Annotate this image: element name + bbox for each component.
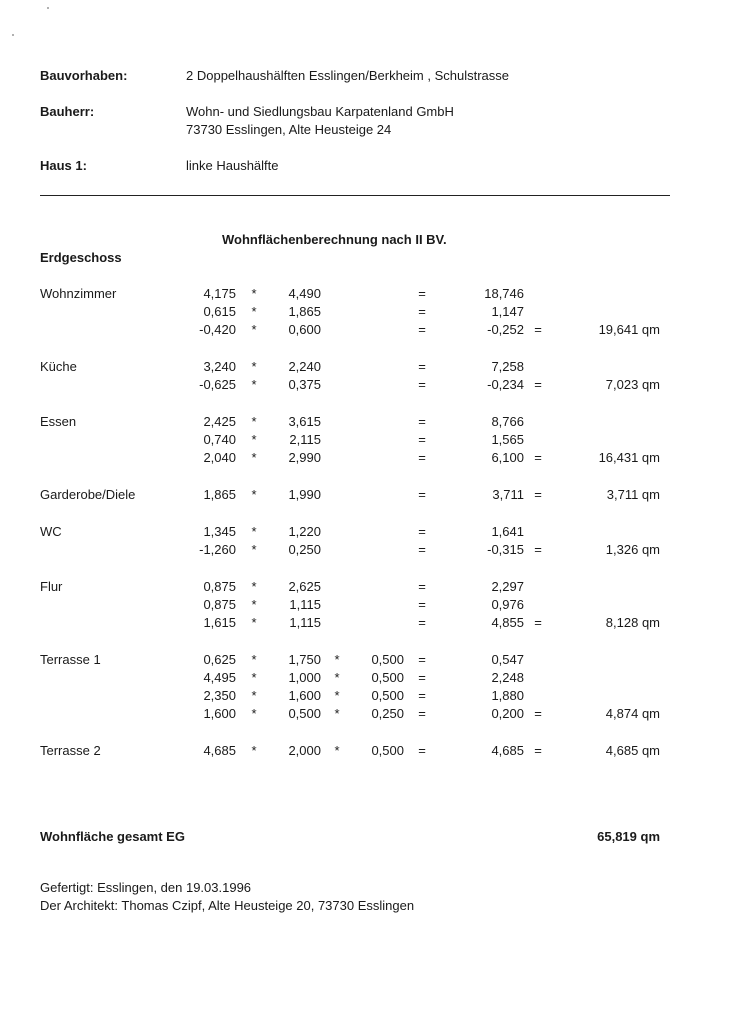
length-value: 0,740 [203, 432, 236, 448]
project-value: 2 Doppelhaushälften Esslingen/Berkheim , Schulstrasse [186, 68, 510, 83]
multiply-sign: * [251, 450, 257, 466]
width-value: 0,375 [288, 377, 321, 393]
equals-sign: = [418, 706, 426, 722]
multiply-sign: * [251, 377, 257, 393]
area-result: 2,248 [491, 670, 524, 685]
width-value: 1,115 [289, 615, 321, 631]
width-value: 2,000 [288, 743, 321, 759]
width-value: 1,600 [288, 688, 321, 704]
room-name: WC [40, 523, 62, 539]
width-value: 0,500 [288, 706, 321, 722]
area-result: 0,976 [491, 596, 524, 612]
total-area-label: Wohnfläche gesamt EG [40, 829, 185, 844]
equals-sign: = [418, 359, 426, 375]
room-total: 19,641 qm [598, 322, 660, 338]
equals-sign: = [418, 304, 426, 320]
area-result: -0,252 [487, 322, 524, 338]
equals-sign: = [418, 377, 426, 393]
floor-heading: Erdgeschoss [40, 250, 122, 265]
scan-speck [47, 7, 49, 9]
room-name: Flur [40, 578, 63, 594]
length-value: 1,865 [203, 487, 236, 503]
length-value: 2,040 [203, 450, 236, 466]
width-value: 4,490 [288, 286, 321, 301]
width-value: 1,990 [288, 487, 321, 503]
scan-speck [12, 34, 14, 36]
equals-sign: = [418, 743, 426, 759]
equals-sign: = [418, 432, 426, 448]
area-result: 18,746 [484, 286, 524, 301]
multiply-sign: * [334, 743, 340, 759]
house-label: Haus 1: [40, 158, 87, 173]
owner-address: 73730 Esslingen, Alte Heusteige 24 [186, 122, 392, 137]
equals-sign: = [418, 322, 426, 338]
equals-sign: = [418, 414, 426, 429]
room-name: Küche [40, 359, 77, 375]
area-result: 4,855 [491, 615, 524, 631]
length-value: 4,495 [203, 670, 236, 685]
width-value: 3,615 [288, 414, 321, 429]
equals-sign: = [418, 523, 426, 539]
area-result: 3,711 [492, 487, 524, 503]
factor-value: 0,250 [371, 706, 404, 722]
equals-sign: = [534, 487, 542, 503]
length-value: 4,685 [203, 743, 236, 759]
house-value: linke Haushälfte [186, 158, 279, 173]
width-value: 2,115 [289, 432, 321, 448]
multiply-sign: * [251, 651, 257, 667]
equals-sign: = [418, 596, 426, 612]
multiply-sign: * [334, 706, 340, 722]
equals-sign: = [534, 322, 542, 338]
multiply-sign: * [251, 688, 257, 704]
prepared-date: Gefertigt: Esslingen, den 19.03.1996 [40, 880, 252, 895]
length-value: -0,625 [199, 377, 236, 393]
area-result: 0,547 [491, 651, 524, 667]
multiply-sign: * [251, 670, 257, 685]
equals-sign: = [534, 450, 542, 466]
width-value: 1,865 [288, 304, 321, 320]
area-result: -0,234 [487, 377, 524, 393]
width-value: 1,115 [289, 596, 321, 612]
width-value: 2,990 [288, 450, 321, 466]
multiply-sign: * [334, 688, 340, 704]
equals-sign: = [418, 487, 426, 503]
width-value: 1,000 [288, 670, 321, 685]
room-total: 1,326 qm [605, 542, 660, 557]
room-name: Garderobe/Diele [40, 487, 136, 503]
area-result: 0,200 [491, 706, 524, 722]
area-result: 1,880 [491, 688, 524, 704]
width-value: 2,240 [288, 359, 321, 375]
multiply-sign: * [334, 651, 340, 667]
area-result: 8,766 [491, 414, 524, 429]
room-name: Terrasse 1 [40, 651, 101, 667]
equals-sign: = [534, 615, 542, 631]
architect-line: Der Architekt: Thomas Czipf, Alte Heusteige 20, 73730 Esslingen [40, 898, 415, 913]
room-name: Terrasse 2 [40, 743, 101, 759]
equals-sign: = [418, 542, 426, 557]
area-result: 1,565 [491, 432, 524, 448]
area-result: 4,685 [491, 743, 524, 759]
equals-sign: = [418, 578, 426, 594]
multiply-sign: * [251, 542, 257, 557]
multiply-sign: * [251, 743, 257, 759]
multiply-sign: * [251, 359, 257, 375]
area-result: 1,147 [491, 304, 524, 320]
multiply-sign: * [251, 596, 257, 612]
equals-sign: = [418, 450, 426, 466]
equals-sign: = [418, 615, 426, 631]
length-value: 2,350 [203, 688, 236, 704]
multiply-sign: * [251, 432, 257, 448]
equals-sign: = [418, 688, 426, 704]
length-value: 3,240 [203, 359, 236, 375]
width-value: 0,250 [288, 542, 321, 557]
multiply-sign: * [334, 670, 340, 685]
area-result: 1,641 [491, 523, 524, 539]
room-total: 3,711 qm [606, 487, 660, 503]
room-total: 4,874 qm [605, 706, 660, 722]
length-value: 0,875 [203, 578, 236, 594]
factor-value: 0,500 [371, 670, 404, 685]
owner-label: Bauherr: [40, 104, 95, 119]
total-area-value: 65,819 qm [597, 829, 660, 844]
equals-sign: = [418, 651, 426, 667]
project-label: Bauvorhaben: [40, 68, 128, 83]
area-result: 6,100 [491, 450, 524, 466]
area-result: -0,315 [487, 542, 524, 557]
length-value: 0,625 [203, 651, 236, 667]
equals-sign: = [534, 743, 542, 759]
multiply-sign: * [251, 322, 257, 338]
area-result: 7,258 [491, 359, 524, 375]
factor-value: 0,500 [371, 688, 404, 704]
equals-sign: = [534, 542, 542, 557]
room-total: 16,431 qm [598, 450, 660, 466]
room-name: Essen [40, 414, 77, 429]
length-value: -1,260 [199, 542, 236, 557]
multiply-sign: * [251, 706, 257, 722]
length-value: 2,425 [203, 414, 236, 429]
room-total: 8,128 qm [605, 615, 660, 631]
factor-value: 0,500 [371, 651, 404, 667]
equals-sign: = [534, 706, 542, 722]
room-total: 4,685 qm [605, 743, 660, 759]
length-value: -0,420 [199, 322, 236, 338]
equals-sign: = [418, 670, 426, 685]
equals-sign: = [534, 377, 542, 393]
length-value: 1,345 [203, 523, 236, 539]
multiply-sign: * [251, 286, 257, 301]
width-value: 2,625 [288, 578, 321, 594]
multiply-sign: * [251, 615, 257, 631]
multiply-sign: * [251, 414, 257, 429]
factor-value: 0,500 [371, 743, 404, 759]
header-divider [40, 195, 670, 196]
area-result: 2,297 [491, 578, 524, 594]
room-name: Wohnzimmer [40, 286, 117, 301]
room-total: 7,023 qm [605, 377, 660, 393]
multiply-sign: * [251, 304, 257, 320]
length-value: 1,600 [203, 706, 236, 722]
calculation-title: Wohnflächenberechnung nach II BV. [222, 232, 447, 247]
owner-name: Wohn- und Siedlungsbau Karpatenland GmbH [186, 104, 454, 119]
equals-sign: = [418, 286, 426, 301]
length-value: 1,615 [203, 615, 236, 631]
multiply-sign: * [251, 487, 257, 503]
multiply-sign: * [251, 578, 257, 594]
multiply-sign: * [251, 523, 257, 539]
length-value: 0,875 [203, 596, 236, 612]
length-value: 0,615 [203, 304, 236, 320]
width-value: 1,750 [288, 651, 321, 667]
length-value: 4,175 [203, 286, 236, 301]
width-value: 0,600 [288, 322, 321, 338]
width-value: 1,220 [288, 523, 321, 539]
